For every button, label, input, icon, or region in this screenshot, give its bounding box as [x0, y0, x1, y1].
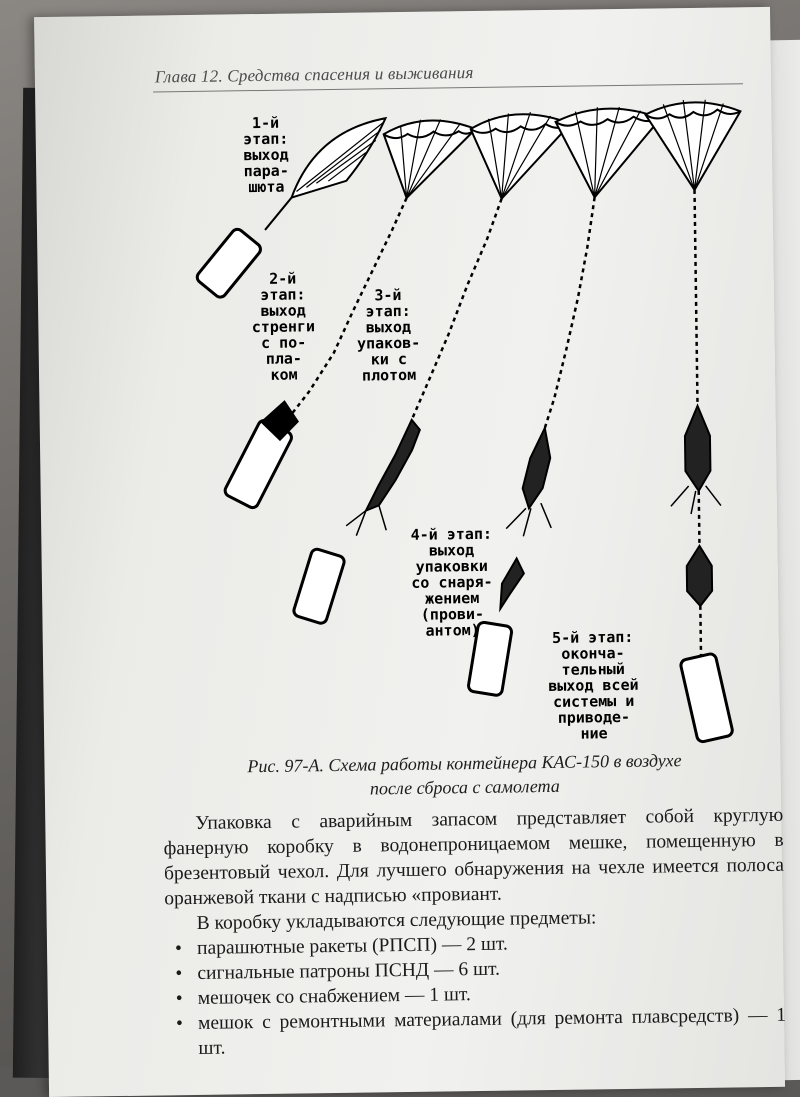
stage-label-line: выход: [243, 145, 289, 165]
stage-label-line: выход: [260, 301, 306, 321]
stage-label-line: системы и: [552, 691, 635, 711]
caption-line-2: после сброса с самолета: [369, 775, 560, 799]
caption-line-1: Рис. 97-А. Схема работы контейнера КАС-150 в воздухе: [247, 750, 682, 777]
stage-label-4: [411, 525, 494, 640]
stage-label-3: [356, 286, 421, 385]
stage-label-2: [251, 269, 316, 384]
stage-label-line: этап:: [243, 129, 289, 149]
stage-label-line: упаковки: [415, 556, 488, 576]
provision-package-stage-5: [686, 546, 712, 606]
paragraph-2: В коробку укладываются следующие предметы:: [196, 907, 597, 934]
list-item-text: парашютные ракеты (РПСП) — 2 шт.: [196, 933, 508, 959]
stage-label-line: тельный: [561, 659, 625, 679]
stage-label-line: выход: [365, 317, 412, 337]
supplies-list: [165, 928, 787, 1062]
list-item-text: мешочек со снабжением — 1 шт.: [197, 984, 471, 1009]
book-page: [34, 7, 785, 1097]
stage-label-line: 3-й: [374, 286, 402, 305]
stage-label-line: пла-: [265, 349, 303, 368]
stage-label-1: [243, 114, 289, 197]
stage-label-line: 4-й этап:: [410, 524, 493, 544]
container-stage-1: [195, 227, 263, 300]
raft-package-stage-5: [685, 406, 711, 491]
stage-label-line: этап:: [260, 285, 306, 305]
stage-label-line: ки с: [370, 349, 408, 369]
container-deployment-diagram: [145, 85, 754, 753]
stage-label-line: приводе-: [557, 707, 631, 727]
stage-label-line: выход всей: [548, 675, 639, 696]
paragraph-1: Упаковка с аварийным запасом представляет собой круглую фанерную коробку в водонепроницаемом мешке, помещенную в брезентовый чехол. Для лучшего обнаружения на чехле имеется полоса оранжевой ткани с надписью «провиант.: [163, 804, 785, 910]
container-stage-5: [680, 653, 734, 743]
list-item-text: мешок с ремонтными материалами (для ремонта плавсредств) — 1 шт.: [197, 1004, 787, 1059]
stage-label-line: со снаря-: [411, 572, 493, 592]
raft-package-stage-3: [365, 420, 421, 511]
parachute-stage-4: [555, 106, 661, 197]
stage-label-line: с по-: [260, 333, 307, 352]
stage-label-line: упаков-: [356, 333, 421, 353]
list-item-text: сигнальные патроны ПСНД — 6 шт.: [197, 958, 501, 984]
stage-label-line: 5-й этап:: [551, 627, 634, 647]
stage-label-line: антом): [425, 620, 480, 640]
stage-label-line: ние: [580, 724, 608, 743]
list-item: [166, 1003, 787, 1062]
parachute-stage-5: [645, 99, 741, 190]
stage-label-line: ком: [270, 365, 298, 384]
provision-package-stage-4: [500, 558, 525, 608]
stage-label-line: пара-: [243, 161, 289, 181]
stage-label-line: шюта: [248, 177, 285, 197]
parachute-stage-2: [384, 119, 477, 198]
stage-label-line: этап:: [365, 301, 411, 321]
stage-label-line: стренги: [251, 317, 316, 337]
stage-label-5: [547, 628, 639, 743]
raft-package-stage-4: [522, 428, 551, 508]
stage-label-line: 1-й: [251, 113, 280, 133]
bullet-icon: •: [175, 963, 183, 985]
running-header: Глава 12. Средства спасения и выживания: [154, 63, 474, 87]
stage-label-line: выход: [428, 541, 475, 560]
bullet-icon: •: [175, 1013, 184, 1035]
stage-label-line: жением: [424, 588, 480, 608]
body-text: [163, 803, 786, 1062]
bullet-icon: •: [174, 938, 183, 960]
figure-caption: [154, 747, 775, 804]
bullet-icon: •: [175, 988, 183, 1010]
container-stage-3: [292, 548, 345, 625]
stage-label-line: оконча-: [561, 643, 625, 663]
stage-label-line: (прови-: [420, 604, 485, 624]
stage-label-line: плотом: [361, 365, 417, 385]
stage-label-line: 2-й: [269, 269, 297, 288]
